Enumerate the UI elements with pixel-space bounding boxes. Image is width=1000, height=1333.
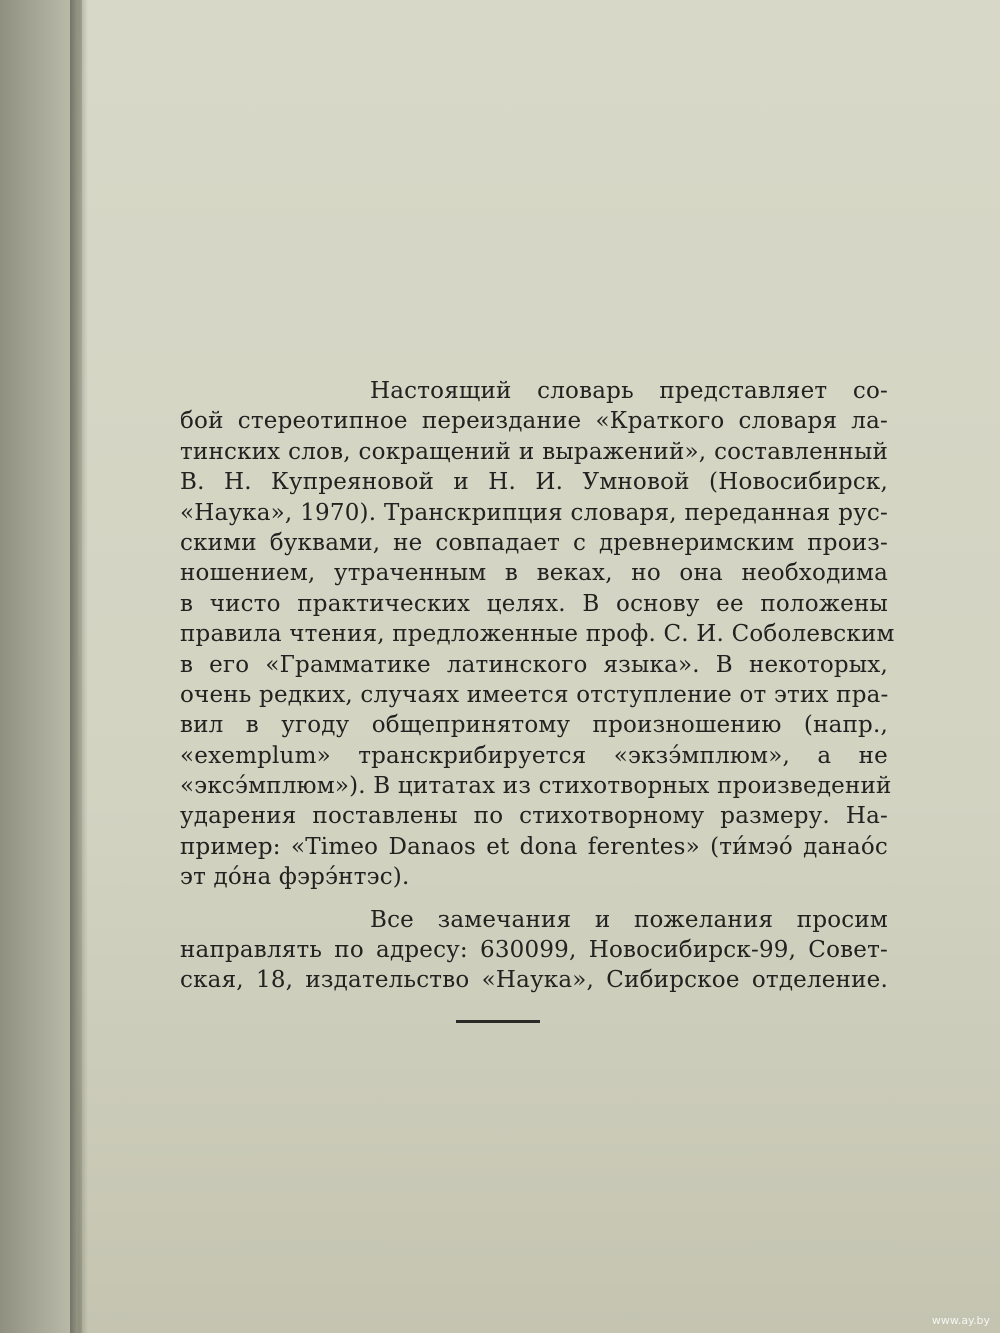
- text-line: «Наука», 1970). Транскрипция словаря, переданная рус-: [180, 499, 888, 526]
- text-line: правила чтения, предложенные проф. С. И. Соболевским: [180, 621, 895, 648]
- text-line: Все замечания и пожелания просим: [370, 906, 888, 933]
- text-line: пример: «Timeo Danaos et dona ferentes» (ти́мэо́ данао́с: [180, 833, 888, 860]
- text-block: [180, 376, 895, 996]
- text-line: в чисто практических целях. В основу ее положены: [180, 590, 888, 617]
- text-line: ношением, утраченным в веках, но она необходима: [180, 560, 888, 587]
- text-line: Настоящий словарь представляет со-: [370, 378, 888, 404]
- gutter-shadow: [70, 0, 88, 1333]
- text-line: тинских слов, сокращений и выражений», составленный: [180, 438, 888, 465]
- text-line: в его «Грамматике латинского языка». В некоторых,: [180, 651, 888, 678]
- text-line: эт до́на фэрэ́нтэс).: [180, 864, 410, 891]
- text-line: ударения поставлены по стихотворному размеру. На-: [180, 803, 888, 830]
- text-line: вил в угоду общепринятому произношению (напр.,: [180, 712, 888, 739]
- text-line: бой стереотипное переиздание «Краткого словаря ла-: [180, 408, 888, 435]
- left-page-edge: [0, 0, 78, 1333]
- end-rule: [456, 1020, 540, 1023]
- text-line: очень редких, случаях имеется отступление от этих пра-: [180, 681, 889, 708]
- text-line: направлять по адресу: 630099, Новосибирск-99, Совет-: [180, 937, 888, 964]
- text-line: ская, 18, издательство «Наука», Сибирское отделение.: [180, 967, 888, 994]
- text-line: «exemplum» транскрибируется «экзэ́мплюм», а не: [180, 742, 888, 769]
- paragraph-gap: [180, 893, 888, 905]
- text-line: В. Н. Купреяновой и Н. И. Умновой (Новосибирск,: [180, 469, 888, 496]
- text-line: «эксэ́мплюм»). В цитатах из стихотворных произведений: [180, 773, 892, 800]
- watermark: www.ay.by: [931, 1314, 990, 1327]
- text-line: скими буквами, не совпадает с древнеримским произ-: [180, 529, 888, 556]
